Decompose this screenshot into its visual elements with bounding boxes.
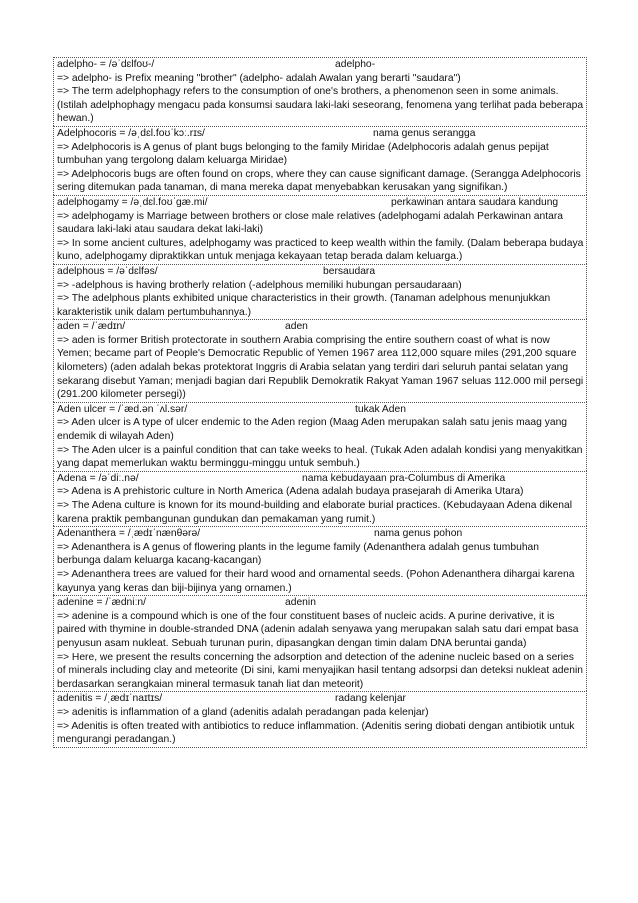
definition-line: => The Adena culture is known for its mound-building and elaborate burial practices. (Kebudayaan Adena dikenal karena praktik pembangunan gundukan dan pemakaman yang rumit.) bbox=[57, 500, 572, 525]
definition-line: => Adelphocoris bugs are often found on crops, where they can cause significant damage. (Serangga Adelphocoris sering ditemukan pada tanaman, di mana mereka dapat menyebabkan kerusakan yang signifikan.) bbox=[57, 168, 581, 194]
definition-line: => The term adelphophagy refers to the consumption of one's brothers, a phenomenon seen in some animals. (Istilah adelphophagy mengacu pada konsumsi saudara laki-laki seseorang, fenomena yang terlihat pada beberapa hewan.) bbox=[57, 86, 584, 125]
translation: perkawinan antara saudara kandung bbox=[391, 196, 559, 208]
definition-line: => Aden ulcer is A type of ulcer endemic to the Aden region (Maag Aden merupakan salah satu jenis maag yang endemik di wilayah Aden) bbox=[57, 417, 568, 443]
headword-pronunciation: adelphogamy = /əˌdɛl.foʊˈgæ.mi/ bbox=[57, 196, 208, 208]
dictionary-entry bbox=[53, 57, 587, 126]
definition-line: => Adenitis is often treated with antibiotics to reduce inflammation. (Adenitis sering diobati dengan antibiotik untuk mengurangi peradangan.) bbox=[57, 720, 575, 746]
dictionary-entry bbox=[53, 195, 587, 264]
translation: aden bbox=[285, 321, 308, 333]
dictionary-entry bbox=[53, 595, 587, 691]
entry-header bbox=[57, 320, 584, 334]
dictionary-entry bbox=[53, 319, 587, 402]
headword-pronunciation: Aden ulcer = /ˈæd.ən ˈʌl.sər/ bbox=[57, 403, 188, 415]
headword-pronunciation: adelpho- = /əˈdɛlfoʊ-/ bbox=[57, 59, 155, 70]
definition-line: => Adena is A prehistoric culture in North America (Adena adalah budaya prasejarah di Amerika Utara) bbox=[57, 486, 524, 498]
translation: nama genus serangga bbox=[373, 127, 476, 139]
translation: adelpho- bbox=[335, 59, 376, 70]
translation: tukak Aden bbox=[355, 403, 406, 415]
translation: nama kebudayaan pra-Columbus di Amerika bbox=[302, 472, 506, 484]
definition-line: => Adelphocoris is A genus of plant bugs belonging to the family Miridae (Adelphocoris adalah genus pepijat tumbuhan yang tergolong dalam keluarga Miridae) bbox=[57, 141, 549, 167]
definition-line: => adenine is a compound which is one of the four constituent bases of nucleic acids. A purine derivative, it is paired with thymine in double-stranded DNA (adenin adalah senyawa yang merupakan salah satu dari empat basa penyusun asam nukleat. Sebuah turunan purin, dipasangkan dengan timin dalam DNA beruntai ganda) bbox=[57, 610, 579, 649]
entry-header bbox=[57, 58, 584, 72]
headword-pronunciation: Adena = /əˈdiː.nə/ bbox=[57, 472, 139, 484]
entry-header bbox=[57, 596, 584, 610]
dictionary-entry bbox=[53, 402, 587, 471]
dictionary-entry bbox=[53, 691, 587, 747]
definition-line: => adelpho- is Prefix meaning "brother" (adelpho- adalah Awalan yang berarti "saudara") bbox=[57, 72, 461, 84]
definition-line: => aden is former British protectorate in southern Arabia comprising the entire southern coast of what is now Yemen; became part of People's Democratic Republic of Yemen 1967 area 112,000 square miles (291,200 square kilometers) (aden adalah bekas protektorat Inggris di Arabia selatan yang terdiri dari seluruh pantai selatan yang sekarang disebut Yaman; menjadi bagian dari Republik Demokratik Rakyat Yaman 1967 seluas 112.000 mil persegi (291.200 kilometer persegi)) bbox=[57, 334, 584, 401]
translation: radang kelenjar bbox=[335, 693, 406, 705]
dictionary-entry bbox=[53, 526, 587, 595]
dictionary-entry bbox=[53, 471, 587, 526]
translation: bersaudara bbox=[323, 265, 376, 277]
entry-header bbox=[57, 472, 584, 486]
definition-line: => Adenanthera is A genus of flowering plants in the legume family (Adenanthera adalah genus tumbuhan berbunga dalam keluarga kacang-kacangan) bbox=[57, 541, 539, 567]
entry-header bbox=[57, 196, 584, 210]
entry-header bbox=[57, 692, 584, 706]
definition-line: => The adelphous plants exhibited unique characteristics in their growth. (Tanaman adelphous menunjukkan karakteristik unik dalam pertumbuhannya.) bbox=[57, 293, 551, 318]
translation: nama genus pohon bbox=[374, 528, 463, 540]
entry-header bbox=[57, 527, 584, 541]
definition-line: => In some ancient cultures, adelphogamy was practiced to keep wealth within the family. (Dalam beberapa budaya kuno, adelphogamy dipraktikkan untuk menjaga kekayaan tetap berada dalam keluarga.) bbox=[57, 237, 584, 263]
entry-header bbox=[57, 403, 584, 417]
entry-header bbox=[57, 127, 584, 141]
definition-line: => adenitis is inflammation of a gland (adenitis adalah peradangan pada kelenjar) bbox=[57, 706, 429, 718]
headword-pronunciation: aden = /ˈædɪn/ bbox=[57, 321, 126, 333]
dictionary-page bbox=[53, 57, 587, 748]
translation: adenin bbox=[285, 597, 316, 609]
definition-line: => adelphogamy is Marriage between brothers or close male relatives (adelphogami adalah Perkawinan antara saudara laki-laki atau saudara dekat laki-laki) bbox=[57, 210, 563, 236]
entry-header bbox=[57, 265, 584, 279]
dictionary-entry bbox=[53, 264, 587, 319]
definition-line: => Here, we present the results concerning the adsorption and detection of the adenine nucleic based on a series of minerals including clay and meteorite (Di sini, kami menyajikan hasil tentang adsorpsi dan deteksi nukleat adenin berdasarkan serangkaian mineral termasuk tanah liat dan meteorit) bbox=[57, 651, 583, 690]
headword-pronunciation: adenine = /ˈædniːn/ bbox=[57, 597, 147, 609]
definition-line: => The Aden ulcer is a painful condition that can take weeks to heal. (Tukak Aden adalah kondisi yang menyakitkan yang dapat memerlukan waktu berminggu-minggu untuk sembuh.) bbox=[57, 444, 583, 470]
definition-line: => -adelphous is having brotherly relation (-adelphous memiliki hubungan persaudaraan) bbox=[57, 279, 462, 291]
headword-pronunciation: adenitis = /ˌædɪˈnaɪtɪs/ bbox=[57, 693, 163, 705]
definition-line: => Adenanthera trees are valued for their hard wood and ornamental seeds. (Pohon Adenanthera dihargai karena kayunya yang keras dan biji-bijinya yang ornamen.) bbox=[57, 568, 575, 594]
dictionary-entry bbox=[53, 126, 587, 195]
headword-pronunciation: adelphous = /əˈdɛlfəs/ bbox=[57, 265, 158, 277]
headword-pronunciation: Adelphocoris = /əˌdɛl.foʊˈkɔː.rɪs/ bbox=[57, 127, 205, 139]
headword-pronunciation: Adenanthera = /ˌædɪˈnænθərə/ bbox=[57, 528, 201, 540]
